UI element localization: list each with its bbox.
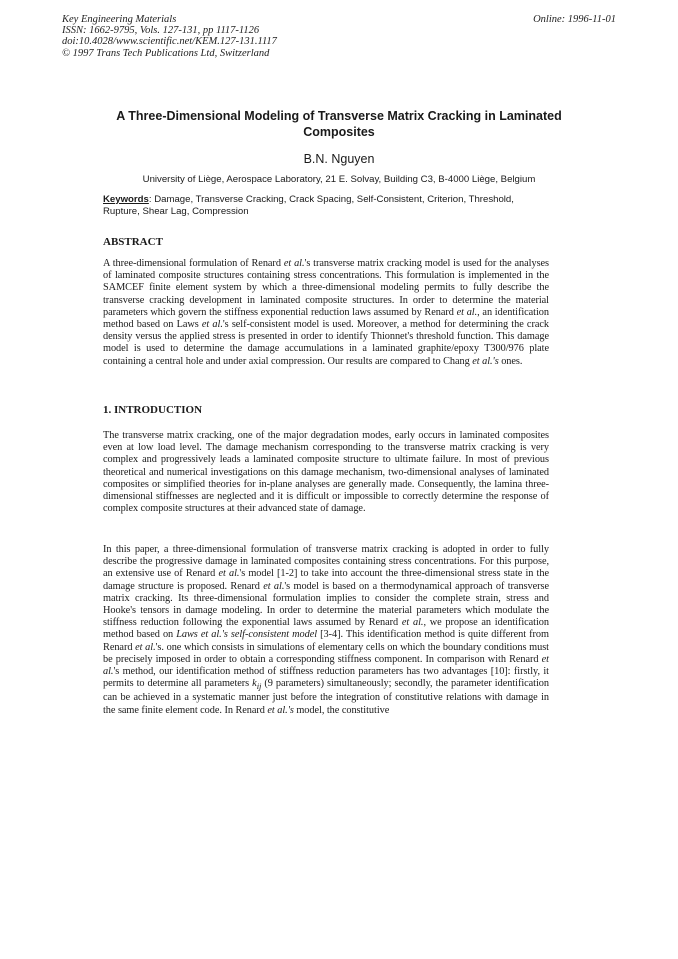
- author-name: B.N. Nguyen: [303, 152, 375, 166]
- paper-title: A Three-Dimensional Modeling of Transverse Matrix Cracking in Laminated Composites: [116, 109, 562, 139]
- copyright-line: © 1997 Trans Tech Publications Ltd, Switzerland: [62, 47, 270, 59]
- online-date: Online: 1996-11-01: [533, 14, 616, 25]
- keywords-list: : Damage, Transverse Cracking, Crack Spacing, Self-Consistent, Criterion, Threshold, Rupture, Shear Lag, Compression: [103, 194, 514, 217]
- abstract-heading: ABSTRACT: [103, 236, 163, 248]
- keywords-label: Keywords: [103, 194, 149, 205]
- doi-line: doi:10.4028/www.scientific.net/KEM.127-131.1117: [62, 36, 277, 48]
- intro-paragraph-1: The transverse matrix cracking, one of the major degradation modes, early occurs in laminated composites even at low load level. The damage mechanism corresponding to the transverse matrix cracking is very complex and progressively leads a laminated composite structure to ultimate failure. In most of previous theoretical and numerical investigations on this damage mechanism, two-dimensional analyses of laminated composites or simplified theories for in-plane analyses are generally made. Consequently, the lamina three-dimensional stiffnesses are neglected and it is difficult or impossible to correctly determine the response of complex composite structures at their advanced state of damage.: [103, 430, 549, 515]
- issn-line: ISSN: 1662-9795, Vols. 127-131, pp 1117-1126: [62, 25, 260, 37]
- journal-name: Key Engineering Materials: [62, 14, 177, 25]
- intro-paragraph-2: In this paper, a three-dimensional formulation of transverse matrix cracking is adopted in order to fully describe the progressive damage in laminated composites containing stress concentrations. For this purpose, an extensive use of Renard et al.'s model [1-2] to take into account the three-dimensional stress state in the damage structure is proposed. Renard et al.'s model is based on a thermodynamical approach of transverse matrix cracking. Its three-dimensional formulation implies to consider the complete strain, stress and Hooke's tensors in damage modeling. In order to determine the material parameters which modulate the stiffness reduction following the exponential laws assumed by Renard et al., we propose an identification method based on Laws et al.'s self-consistent model [3-4]. This identification method is quite different from Renard et al.'s. one which consists in simulations of elementary cells on which the boundary conditions must be precisely imposed in order to obtain a corresponding stiffness component. In comparison with Renard et al.'s method, our identification method of stiffness reduction parameters has two advantages [10]: firstly, it permits to determine all parameters $k_{ij}$ (9 parameters) simultaneously; secondly, the parameter identification can be achieved in a systematic manner just before the integration of constitutive relations with damage in the same finite element code. In Renard et al.'s model, the constitutive: [103, 544, 549, 716]
- affiliation: University of Liège, Aerospace Laboratory, 21 E. Solvay, Building C3, B-4000 Liège, Belgium: [142, 174, 536, 185]
- keywords-block: [103, 194, 548, 218]
- journal-header: [62, 14, 616, 59]
- introduction-heading: 1. INTRODUCTION: [103, 404, 203, 416]
- abstract-body: A three-dimensional formulation of Renard et al.'s transverse matrix cracking model is used for the analyses of laminated composite structures containing stress concentrations. This formulation is implemented in the SAMCEF finite element system by which a three-dimensional modeling permits to fully describe the transverse cracking development in laminated composite structures. In order to determine the material parameters which govern the stiffness exponential reduction laws assumed by Renard et al., an identification method based on Laws et al.'s self-consistent model is used. Moreover, a method for determining the crack density versus the applied stress is presented in order to identify Thionnet's threshold function. This damage model is used to determine the damage accumulations in a laminated graphite/epoxy T300/976 plate containing a central hole and under axial compression. Our results are compared to Chang et al.'s ones.: [103, 258, 550, 367]
